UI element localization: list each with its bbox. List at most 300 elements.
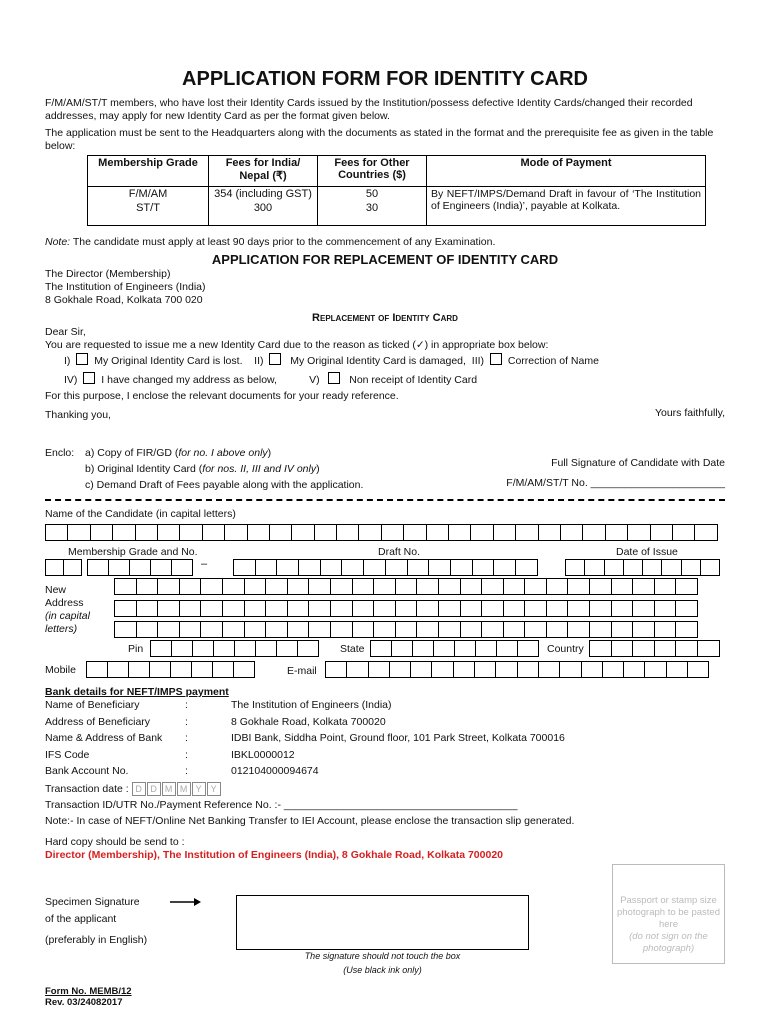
specimen-line-1: Specimen Signature [45, 896, 140, 908]
char-box[interactable] [200, 621, 223, 638]
char-box[interactable] [654, 621, 677, 638]
char-box[interactable] [448, 524, 471, 541]
char-box[interactable] [472, 559, 495, 576]
char-box[interactable] [157, 578, 180, 595]
char-box[interactable] [385, 559, 408, 576]
char-box[interactable] [352, 578, 375, 595]
table-header: Membership Grade [88, 156, 209, 187]
char-box[interactable] [416, 600, 439, 617]
char-box[interactable] [611, 640, 634, 657]
char-box[interactable] [222, 578, 245, 595]
salutation: Dear Sir, [45, 326, 86, 338]
char-box[interactable] [395, 600, 418, 617]
photo-instruction: Passport or stamp size photograph to be pasted here [616, 895, 720, 930]
fees-table [87, 155, 706, 226]
table-cell: ST/T [88, 201, 209, 226]
form-title: APPLICATION FORM FOR IDENTITY CARD [182, 68, 588, 90]
char-box[interactable] [330, 578, 353, 595]
table-header: Fees for Other Countries ($) [318, 156, 427, 187]
hard-copy-label: Hard copy should be send to : [45, 836, 185, 848]
char-box[interactable] [611, 600, 634, 617]
char-box[interactable] [45, 559, 64, 576]
char-box[interactable] [179, 600, 202, 617]
char-box[interactable] [244, 621, 267, 638]
form-number: Form No. MEMB/12 [45, 986, 132, 997]
pin-label: Pin [128, 643, 144, 655]
reason-number: IV) [64, 374, 78, 386]
char-box[interactable] [391, 640, 413, 657]
char-box[interactable] [269, 524, 292, 541]
date-box[interactable]: M [177, 782, 191, 796]
char-box[interactable] [287, 578, 310, 595]
char-box[interactable] [661, 559, 681, 576]
ink-note: (Use black ink only) [343, 965, 422, 975]
char-box[interactable] [222, 621, 245, 638]
reason-checkbox-3[interactable] [490, 353, 502, 365]
char-box[interactable] [650, 524, 673, 541]
char-box[interactable] [623, 559, 643, 576]
new-address-label [45, 584, 105, 636]
char-box[interactable] [675, 600, 698, 617]
char-box[interactable] [330, 621, 353, 638]
arrow-right-icon [170, 896, 202, 908]
char-box[interactable] [314, 524, 337, 541]
note-label: Note: [45, 236, 71, 248]
date-box[interactable]: M [162, 782, 176, 796]
photo-note: (do not sign on the photograph) [629, 931, 708, 954]
char-box[interactable] [493, 524, 516, 541]
enclosure-item: b) Original Identity Card (for nos. II, III and IV only) [85, 463, 320, 475]
char-box[interactable] [179, 578, 202, 595]
char-box[interactable] [330, 600, 353, 617]
char-box[interactable] [136, 578, 159, 595]
char-box[interactable] [287, 621, 310, 638]
char-box[interactable] [672, 524, 695, 541]
char-box[interactable] [515, 559, 538, 576]
char-box[interactable] [470, 524, 493, 541]
bank-row: Name & Address of Bank : IDBI Bank, Siddha Point, Ground floor, 101 Park Street, Kolkata 700016 [45, 732, 565, 744]
char-box[interactable] [150, 559, 172, 576]
char-box[interactable] [136, 600, 159, 617]
char-box[interactable] [582, 524, 605, 541]
char-box[interactable] [546, 600, 569, 617]
char-box[interactable] [395, 578, 418, 595]
char-box[interactable] [200, 578, 223, 595]
char-box[interactable] [546, 621, 569, 638]
char-box[interactable] [589, 578, 612, 595]
char-box[interactable] [559, 661, 581, 678]
char-box[interactable] [604, 559, 624, 576]
table-header: Fees for India/ Nepal (₹) [209, 156, 318, 187]
char-box[interactable] [403, 524, 426, 541]
grade-input-grid[interactable] [45, 559, 81, 576]
char-box[interactable] [517, 640, 539, 657]
char-box[interactable] [179, 524, 202, 541]
table-cell: F/M/AM [88, 187, 209, 202]
bank-row: Address of Beneficiary : 8 Gokhale Road, Kolkata 700020 [45, 715, 386, 728]
char-box[interactable] [171, 640, 193, 657]
date-issue-label: Date of Issue [616, 546, 678, 558]
char-box[interactable] [308, 600, 331, 617]
address-grid-3[interactable] [114, 621, 697, 638]
char-box[interactable] [623, 661, 645, 678]
payment-mode-cell [427, 187, 706, 226]
signature-box[interactable] [236, 895, 529, 950]
char-box[interactable] [222, 600, 245, 617]
char-box[interactable] [460, 578, 483, 595]
char-box[interactable] [287, 600, 310, 617]
char-box[interactable] [234, 640, 256, 657]
char-box[interactable] [149, 661, 171, 678]
char-box[interactable] [632, 621, 655, 638]
reason-checkbox-5[interactable] [328, 372, 340, 384]
table-cell: 50 [318, 187, 427, 202]
char-box[interactable] [438, 621, 461, 638]
char-box[interactable] [681, 559, 701, 576]
char-box[interactable] [63, 559, 82, 576]
reason-number: V) [309, 374, 320, 386]
char-box[interactable] [589, 640, 612, 657]
char-box[interactable] [373, 621, 396, 638]
char-box[interactable] [170, 661, 192, 678]
char-box[interactable] [495, 661, 517, 678]
payment-text: By NEFT/IMPS/Demand Draft in favour of ‘The Institution of Engineers (India)’, payable at Kolkata. [431, 188, 701, 212]
char-box[interactable] [567, 621, 590, 638]
char-box[interactable] [244, 600, 267, 617]
char-box[interactable] [370, 640, 392, 657]
char-box[interactable] [192, 640, 214, 657]
char-box[interactable] [341, 559, 364, 576]
country-grid[interactable] [589, 640, 719, 657]
address-line: 8 Gokhale Road, Kolkata 700 020 [45, 294, 203, 306]
transaction-date-row [45, 782, 222, 796]
membership-number-field[interactable]: F/M/AM/ST/T No. _______________________ [506, 477, 725, 489]
transaction-id-field[interactable]: Transaction ID/UTR No./Payment Reference No. :- ________________________________________ [45, 799, 518, 811]
enclosure-item: c) Demand Draft of Fees payable along with the application. [85, 479, 364, 491]
char-box[interactable] [389, 661, 411, 678]
mobile-label: Mobile [45, 664, 76, 676]
char-box[interactable] [358, 524, 381, 541]
date-box[interactable]: D [147, 782, 161, 796]
char-box[interactable] [135, 524, 158, 541]
char-box[interactable] [90, 524, 113, 541]
char-box[interactable] [265, 600, 288, 617]
char-box[interactable] [45, 524, 68, 541]
char-box[interactable] [255, 640, 277, 657]
char-box[interactable] [265, 621, 288, 638]
new-address-text: New Address [45, 584, 84, 609]
char-box[interactable] [481, 621, 504, 638]
char-box[interactable] [179, 621, 202, 638]
char-box[interactable] [136, 621, 159, 638]
date-issue-grid[interactable] [565, 559, 719, 576]
char-box[interactable] [325, 661, 347, 678]
table-cell: 30 [318, 201, 427, 226]
reason-number: III) [471, 355, 485, 367]
char-box[interactable] [431, 661, 453, 678]
reason-label: I have changed my address as below, [101, 374, 277, 386]
char-box[interactable] [247, 524, 270, 541]
char-box[interactable] [395, 621, 418, 638]
full-signature-label: Full Signature of Candidate with Date [551, 457, 725, 469]
membership-number-grid[interactable] [87, 559, 192, 576]
char-box[interactable] [291, 524, 314, 541]
address-grid-1[interactable] [114, 578, 697, 595]
char-box[interactable] [627, 524, 650, 541]
char-box[interactable] [352, 600, 375, 617]
transaction-date-label: Transaction date : [45, 783, 129, 795]
char-box[interactable] [517, 661, 539, 678]
char-box[interactable] [524, 621, 547, 638]
char-box[interactable] [87, 559, 109, 576]
intro-paragraph-2: The application must be sent to the Headquarters along with the documents as stated in the format and the prerequisite fee as given in the table below: [45, 127, 714, 152]
send-to-address: Director (Membership), The Institution of Engineers (India), 8 Gokhale Road, Kolkata 700020 [45, 849, 504, 861]
char-box[interactable] [700, 559, 720, 576]
grade-label: Membership Grade and No. [68, 546, 198, 558]
char-box[interactable] [454, 640, 476, 657]
char-box[interactable] [481, 600, 504, 617]
char-box[interactable] [233, 559, 256, 576]
table-header: Mode of Payment [427, 156, 706, 187]
request-text: You are requested to issue me a new Identity Card due to the reason as ticked (✓) in appropriate box below: [45, 339, 549, 351]
char-box[interactable] [611, 578, 634, 595]
pin-grid[interactable] [150, 640, 318, 657]
reason-number: II) [254, 355, 264, 367]
char-box[interactable] [410, 661, 432, 678]
char-box[interactable] [320, 559, 343, 576]
char-box[interactable] [503, 578, 526, 595]
reason-row-2 [64, 372, 477, 387]
char-box[interactable] [426, 524, 449, 541]
enclosure-label: Enclo: [45, 447, 75, 459]
address-line: The Institution of Engineers (India) [45, 281, 206, 293]
char-box[interactable] [200, 600, 223, 617]
state-grid[interactable] [370, 640, 538, 657]
date-box[interactable]: Y [192, 782, 206, 796]
char-box[interactable] [581, 661, 603, 678]
char-box[interactable] [632, 640, 655, 657]
char-box[interactable] [438, 600, 461, 617]
char-box[interactable] [276, 559, 299, 576]
bank-details [45, 699, 565, 782]
char-box[interactable] [108, 559, 130, 576]
date-box[interactable]: Y [207, 782, 221, 796]
char-box[interactable] [567, 578, 590, 595]
char-box[interactable] [474, 661, 496, 678]
char-box[interactable] [644, 661, 666, 678]
char-box[interactable] [632, 578, 655, 595]
section-heading: Replacement of Identity Card [312, 312, 458, 324]
char-box[interactable] [546, 578, 569, 595]
char-box[interactable] [460, 621, 483, 638]
char-box[interactable] [112, 524, 135, 541]
address-block [45, 268, 206, 307]
enclosure-list [85, 447, 363, 492]
char-box[interactable] [675, 578, 698, 595]
char-box[interactable] [297, 640, 319, 657]
bank-details-title: Bank details for NEFT/IMPS payment [45, 686, 229, 698]
char-box[interactable] [450, 559, 473, 576]
bank-row: IFS Code : IBKL0000012 [45, 748, 295, 761]
char-box[interactable] [694, 524, 717, 541]
thanking: Thanking you, [45, 409, 111, 421]
dash-separator: – [201, 558, 208, 570]
divider [45, 499, 725, 501]
char-box[interactable] [438, 578, 461, 595]
reason-checkbox-2[interactable] [269, 353, 281, 365]
char-box[interactable] [381, 524, 404, 541]
name-input-grid[interactable] [45, 524, 717, 541]
bank-row: Bank Account No. : 012104000094674 [45, 765, 319, 777]
revision: Rev. 03/24082017 [45, 997, 123, 1008]
signature-note: The signature should not touch the box [304, 951, 461, 961]
reason-checkbox-1[interactable] [76, 353, 88, 365]
char-box[interactable] [373, 600, 396, 617]
char-box[interactable] [373, 578, 396, 595]
state-label: State [340, 643, 365, 655]
char-box[interactable] [666, 661, 688, 678]
neft-note: Note:- In case of NEFT/Online Net Banking Transfer to IEI Account, please enclose the transaction slip generated. [45, 815, 575, 827]
table-cell: 300 [209, 201, 318, 226]
char-box[interactable] [475, 640, 497, 657]
char-box[interactable] [538, 524, 561, 541]
char-box[interactable] [352, 621, 375, 638]
char-box[interactable] [538, 661, 560, 678]
char-box[interactable] [560, 524, 583, 541]
subtitle: APPLICATION FOR REPLACEMENT OF IDENTITY CARD [211, 252, 559, 267]
char-box[interactable] [605, 524, 628, 541]
email-grid[interactable] [325, 661, 708, 678]
bank-row: Name of Beneficiary : The Institution of Engineers (India) [45, 699, 392, 711]
char-box[interactable] [428, 559, 451, 576]
char-box[interactable] [346, 661, 368, 678]
char-box[interactable] [496, 640, 518, 657]
char-box[interactable] [265, 578, 288, 595]
char-box[interactable] [308, 621, 331, 638]
note [45, 236, 495, 249]
char-box[interactable] [433, 640, 455, 657]
char-box[interactable] [416, 621, 439, 638]
char-box[interactable] [632, 600, 655, 617]
char-box[interactable] [212, 661, 234, 678]
char-box[interactable] [654, 640, 677, 657]
char-box[interactable] [255, 559, 278, 576]
char-box[interactable] [157, 621, 180, 638]
char-box[interactable] [114, 621, 137, 638]
purpose-text: For this purpose, I enclose the relevant documents for your ready reference. [45, 390, 399, 402]
char-box[interactable] [276, 640, 298, 657]
char-box[interactable] [611, 621, 634, 638]
char-box[interactable] [675, 621, 698, 638]
date-box[interactable]: D [132, 782, 146, 796]
char-box[interactable] [244, 578, 267, 595]
char-box[interactable] [233, 661, 255, 678]
char-box[interactable] [565, 559, 585, 576]
char-box[interactable] [224, 524, 247, 541]
char-box[interactable] [602, 661, 624, 678]
char-box[interactable] [107, 661, 129, 678]
char-box[interactable] [675, 640, 698, 657]
country-label: Country [547, 643, 584, 655]
char-box[interactable] [114, 600, 137, 617]
char-box[interactable] [191, 661, 213, 678]
char-box[interactable] [412, 640, 434, 657]
char-box[interactable] [407, 559, 430, 576]
char-box[interactable] [157, 600, 180, 617]
reason-label: My Original Identity Card is lost. [94, 355, 243, 367]
char-box[interactable] [503, 621, 526, 638]
char-box[interactable] [589, 621, 612, 638]
char-box[interactable] [202, 524, 225, 541]
specimen-line-3: (preferably in English) [45, 934, 148, 946]
char-box[interactable] [67, 524, 90, 541]
char-box[interactable] [308, 578, 331, 595]
char-box[interactable] [642, 559, 662, 576]
char-box[interactable] [129, 559, 151, 576]
in-capital-note: (in capital letters) [45, 610, 90, 635]
char-box[interactable] [114, 578, 137, 595]
reason-number: I) [64, 355, 71, 367]
intro-paragraph: F/M/AM/ST/T members, who have lost their Identity Cards issued by the Institution/possess defective Identity Cards/changed their recorded addresses, may apply for new Identity Card as per the format given below. [45, 97, 693, 122]
char-box[interactable] [416, 578, 439, 595]
address-line: The Director (Membership) [45, 268, 171, 280]
char-box[interactable] [453, 661, 475, 678]
char-box[interactable] [687, 661, 709, 678]
draft-label: Draft No. [378, 546, 421, 558]
char-box[interactable] [493, 559, 516, 576]
char-box[interactable] [157, 524, 180, 541]
mobile-grid[interactable] [86, 661, 254, 678]
address-grid-2[interactable] [114, 600, 697, 617]
char-box[interactable] [460, 600, 483, 617]
yours-faithfully: Yours faithfully, [654, 407, 725, 419]
char-box[interactable] [584, 559, 604, 576]
char-box[interactable] [128, 661, 150, 678]
note-text: The candidate must apply at least 90 days prior to the commencement of any Examination. [72, 236, 496, 248]
char-box[interactable] [363, 559, 386, 576]
char-box[interactable] [654, 578, 677, 595]
reason-label: Correction of Name [507, 355, 599, 367]
char-box[interactable] [368, 661, 390, 678]
draft-number-grid[interactable] [233, 559, 537, 576]
char-box[interactable] [213, 640, 235, 657]
reason-checkbox-4[interactable] [83, 372, 95, 384]
name-label: Name of the Candidate (in capital letters) [45, 508, 236, 520]
char-box[interactable] [336, 524, 359, 541]
char-box[interactable] [654, 600, 677, 617]
char-box[interactable] [567, 600, 590, 617]
reason-label: My Original Identity Card is damaged, [290, 355, 466, 367]
char-box[interactable] [150, 640, 172, 657]
reason-label: Non receipt of Identity Card [349, 374, 478, 386]
email-label: E-mail [287, 665, 317, 677]
enclosure-item: a) Copy of FIR/GD (for no. I above only) [85, 447, 272, 459]
table-cell: 354 (including GST) [209, 187, 318, 202]
char-box[interactable] [503, 600, 526, 617]
char-box[interactable] [86, 661, 108, 678]
char-box[interactable] [515, 524, 538, 541]
char-box[interactable] [524, 578, 547, 595]
char-box[interactable] [481, 578, 504, 595]
char-box[interactable] [171, 559, 193, 576]
char-box[interactable] [524, 600, 547, 617]
char-box[interactable] [589, 600, 612, 617]
reason-row-1 [64, 353, 599, 368]
specimen-line-2: of the applicant [45, 913, 117, 925]
char-box[interactable] [697, 640, 720, 657]
char-box[interactable] [298, 559, 321, 576]
photo-box[interactable] [612, 864, 725, 964]
